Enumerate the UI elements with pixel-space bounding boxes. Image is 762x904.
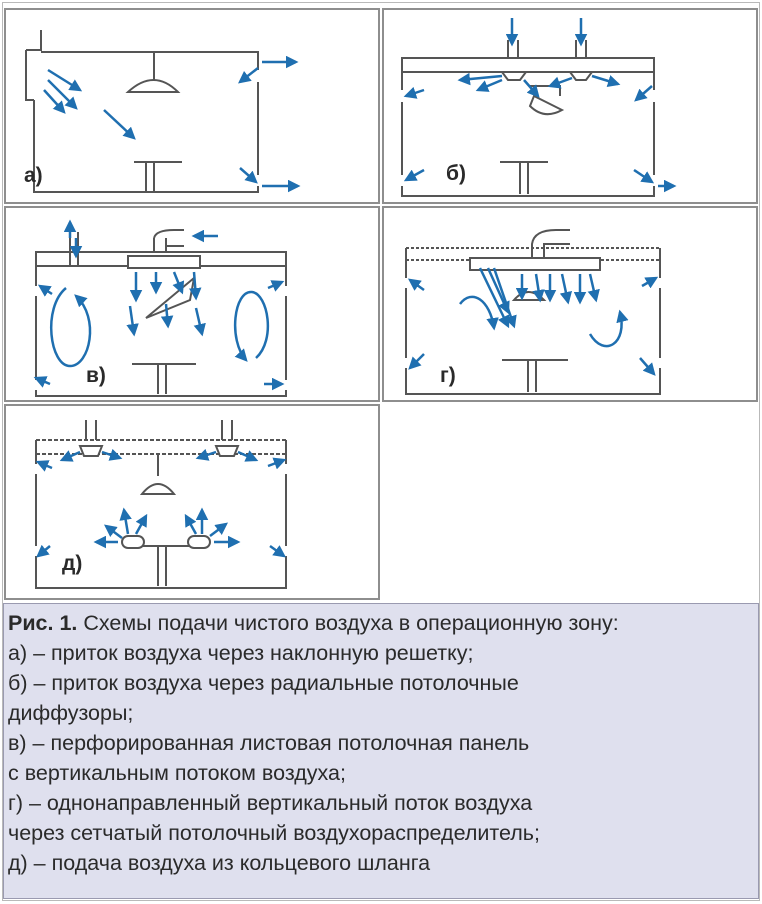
- caption-line: в) – перфорированная листовая потолочная панель: [8, 731, 530, 755]
- panel-label-g: г): [440, 364, 456, 387]
- diagram-b-drawing: [384, 10, 756, 202]
- diagram-panel-b: [382, 8, 758, 204]
- caption-line: б) – приток воздуха через радиальные потолочные: [8, 671, 519, 695]
- diagram-panel-a: [4, 8, 380, 204]
- caption-line: г) – однонаправленный вертикальный поток воздуха: [8, 791, 533, 815]
- caption-line: диффузоры;: [8, 701, 134, 725]
- caption-line: с вертикальным потоком воздуха;: [8, 761, 346, 785]
- panel-label-a: а): [24, 164, 43, 187]
- caption-line: д) – подача воздуха из кольцевого шланга: [8, 851, 431, 875]
- panel-label-v: в): [86, 364, 106, 387]
- diagram-a-drawing: [6, 10, 378, 202]
- caption-heading: [8, 608, 758, 638]
- figure-caption: [3, 603, 759, 899]
- diagram-panel-d: [4, 404, 380, 600]
- panel-label-b: б): [446, 162, 466, 185]
- diagram-panel-v: [4, 206, 380, 402]
- caption-line: а) – приток воздуха через наклонную решетку;: [8, 641, 474, 665]
- diagram-v-drawing: [6, 208, 378, 400]
- caption-title: Схемы подачи чистого воздуха в операционную зону:: [83, 611, 619, 635]
- diagram-panel-g: [382, 206, 758, 402]
- caption-line: через сетчатый потолочный воздухораспределитель;: [8, 821, 540, 845]
- caption-prefix: Рис. 1.: [8, 611, 78, 635]
- panel-label-d: д): [62, 552, 83, 575]
